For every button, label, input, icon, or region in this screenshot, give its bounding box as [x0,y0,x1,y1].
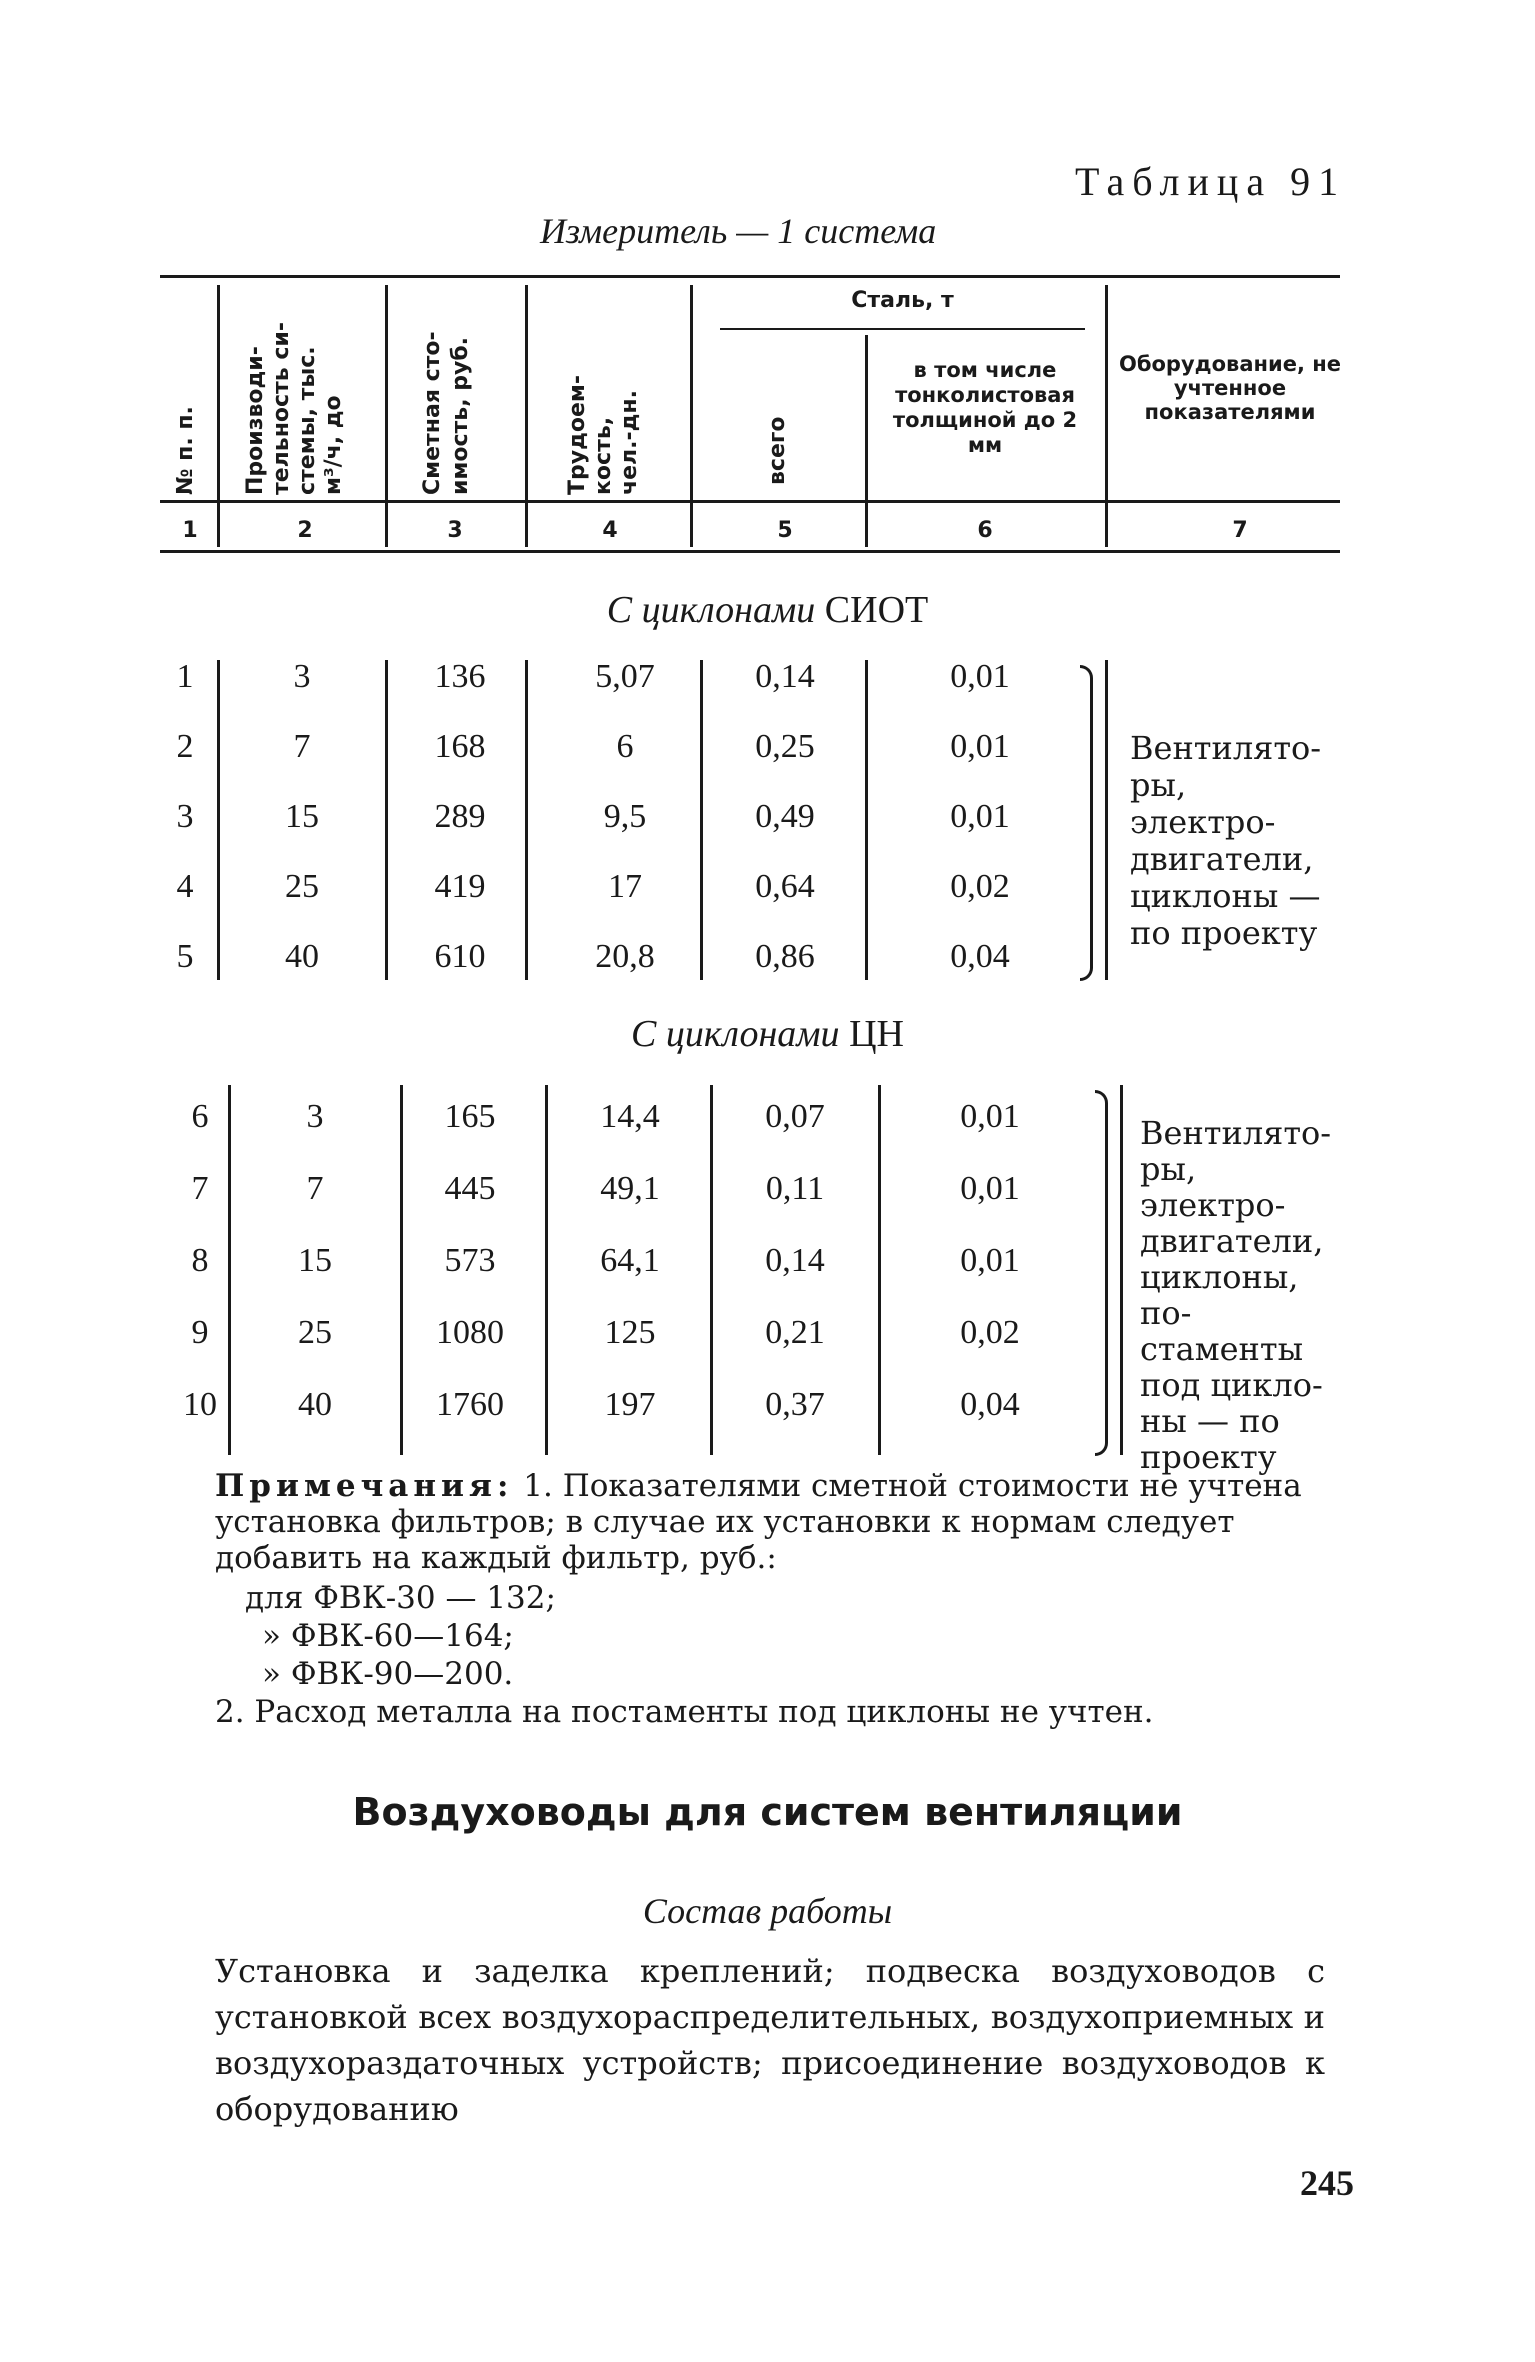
section-title-cn [0,1012,1535,1056]
header-cost-l2: имость, руб. [448,336,473,495]
cell-steel-thin: 0,01 [950,728,1010,765]
cell-number: 5 [176,938,194,975]
cell-number: 9 [191,1314,209,1351]
cell-labor: 20,8 [595,938,655,975]
header-steel-thin: в том числе тонколистовая толщиной до 2 мм [892,358,1078,457]
equipment-line: под цикло- [1140,1366,1323,1404]
equipment-note-cn [1140,1115,1350,1475]
steel-rule [720,328,1085,330]
cell-number: 6 [191,1098,209,1135]
cell-steel-total: 0,11 [765,1170,825,1207]
col-divider [865,335,868,547]
col-number: 4 [602,518,618,543]
cell-capacity: 15 [298,1242,332,1279]
page-number: 245 [1300,2163,1354,2203]
meter-caption: Измеритель — 1 система [540,211,937,251]
header-steel: Сталь, т [851,288,954,313]
cell-labor: 197 [604,1386,656,1423]
cell-steel-thin: 0,04 [950,938,1010,975]
cell-steel-thin: 0,01 [950,798,1010,835]
col-number: 1 [182,518,198,543]
header-equipment: Оборудование, не учтенное показателями [1118,352,1342,424]
col-number: 6 [977,518,993,543]
notes-filter-line: для ФВК-30 — 132; [245,1580,556,1616]
cell-cost: 1760 [436,1386,504,1423]
cell-number: 1 [176,658,194,695]
col-divider [710,1085,713,1455]
brace-symbol [1080,665,1093,981]
cell-steel-thin: 0,01 [960,1242,1020,1279]
table-label: Таблица 91 [1075,159,1347,204]
header-capacity-l4: м³/ч, до [321,395,346,495]
equipment-line: циклоны — [1130,877,1321,915]
cell-labor: 49,1 [600,1170,660,1207]
col-number: 7 [1232,518,1248,543]
cell-labor: 14,4 [600,1098,660,1135]
col-divider [1120,1085,1123,1455]
col-divider [1105,285,1108,547]
cell-steel-total: 0,49 [755,798,815,835]
equipment-line: проекту [1140,1438,1277,1476]
col-divider [525,660,528,980]
section-title-rest: СИОТ [824,589,929,631]
cell-cost: 419 [434,868,486,905]
cell-capacity: 3 [306,1098,324,1135]
section-title-italic: С циклонами [631,1013,840,1055]
cell-number: 10 [183,1386,217,1423]
cell-capacity: 7 [293,728,311,765]
col-number: 2 [297,518,313,543]
header-capacity-l3: стемы, тыс. [295,346,320,495]
equipment-line: двигатели, [1140,1222,1324,1260]
cell-cost: 165 [444,1098,496,1135]
equipment-line: стаменты [1140,1330,1304,1368]
cell-steel-total: 0,64 [755,868,815,905]
cell-cost: 573 [444,1242,496,1279]
col-divider [525,285,528,547]
cell-labor: 9,5 [603,798,647,835]
notes-label: Примечания: [215,1468,514,1504]
equipment-line: ры, электро- [1140,1150,1286,1224]
col-divider [700,660,703,980]
cell-capacity: 15 [285,798,319,835]
cell-number: 2 [176,728,194,765]
cell-capacity: 40 [285,938,319,975]
colnum-rule [160,550,1340,553]
header-number: № п. п. [173,406,198,495]
header-bottom-rule [160,500,1340,503]
col-divider [385,285,388,547]
header-capacity-l2: тельность си- [269,322,294,495]
cell-steel-thin: 0,01 [950,658,1010,695]
equipment-line: ны — по [1140,1402,1280,1440]
col-number: 5 [777,518,793,543]
cell-cost: 168 [434,728,486,765]
cell-steel-total: 0,86 [755,938,815,975]
cell-capacity: 25 [285,868,319,905]
header-capacity-l1: Производи- [243,346,268,495]
cell-labor: 5,07 [595,658,655,695]
cell-capacity: 3 [293,658,311,695]
section-title-rest: ЦН [849,1013,904,1055]
brace-symbol [1095,1090,1108,1456]
col-divider [385,660,388,980]
equipment-line: двигатели, [1130,840,1314,878]
equipment-line: Вентилято- [1140,1114,1332,1152]
cell-cost: 289 [434,798,486,835]
header-top-rule [160,275,1340,278]
cell-capacity: 25 [298,1314,332,1351]
header-steel-total: всего [765,416,790,485]
cell-labor: 125 [604,1314,656,1351]
cell-steel-thin: 0,01 [960,1098,1020,1135]
header-cost-l1: Сметная сто- [420,331,445,495]
equipment-line: циклоны, по- [1140,1258,1299,1332]
cell-labor: 6 [616,728,634,765]
notes-block [215,1468,1325,1576]
section-title-siot [0,588,1535,632]
cell-steel-total: 0,14 [765,1242,825,1279]
header-labor-l3: чел.-дн. [617,390,642,495]
cell-cost: 610 [434,938,486,975]
notes-filter-line: » ФВК-60—164; [262,1618,514,1654]
cell-number: 3 [176,798,194,835]
cell-steel-thin: 0,02 [960,1314,1020,1351]
header-labor-l2: кость, [591,416,616,495]
section-subheading: Состав работы [642,1891,893,1931]
col-divider [690,285,693,547]
cell-steel-total: 0,25 [755,728,815,765]
cell-steel-thin: 0,01 [960,1170,1020,1207]
cell-number: 7 [191,1170,209,1207]
equipment-note-siot [1130,730,1340,952]
cell-steel-thin: 0,02 [950,868,1010,905]
cell-capacity: 40 [298,1386,332,1423]
work-description: Установка и заделка креплений; подвеска воздуховодов с установкой всех воздухораспределительных, воздухоприемных и воздухораздаточных устройств; присоединение воздуховодов к оборудованию [215,1952,1325,2128]
cell-cost: 1080 [436,1314,504,1351]
notes-filter-line: » ФВК-90—200. [262,1656,514,1692]
section-title-italic: С циклонами [606,589,816,631]
cell-steel-total: 0,14 [755,658,815,695]
cell-steel-total: 0,07 [765,1098,825,1135]
cell-number: 8 [191,1242,209,1279]
cell-number: 4 [176,868,194,905]
equipment-line: Вентилято- [1130,729,1322,767]
notes-text-2: 2. Расход металла на постаменты под циклоны не учтен. [215,1694,1154,1730]
col-number: 3 [447,518,463,543]
col-divider [865,660,868,980]
cell-cost: 445 [444,1170,496,1207]
cell-cost: 136 [434,658,486,695]
equipment-line: ры, электро- [1130,766,1276,841]
section-heading: Воздуховоды для систем вентиляции [352,1790,1183,1834]
cell-steel-total: 0,21 [765,1314,825,1351]
col-divider [400,1085,403,1455]
col-divider [545,1085,548,1455]
cell-steel-thin: 0,04 [960,1386,1020,1423]
header-labor-l1: Трудоем- [565,374,590,495]
notes-text-1: 1. Показателями сметной стоимости не учтена установка фильтров; в случае их установки к нормам следует добавить на каждый фильтр, руб.: [215,1468,1302,1576]
cell-labor: 17 [608,868,642,905]
cell-steel-total: 0,37 [765,1386,825,1423]
cell-labor: 64,1 [600,1242,660,1279]
col-divider [878,1085,881,1455]
equipment-line: по проекту [1130,914,1318,952]
col-divider [217,285,220,547]
col-divider [1105,660,1108,980]
cell-capacity: 7 [306,1170,324,1207]
